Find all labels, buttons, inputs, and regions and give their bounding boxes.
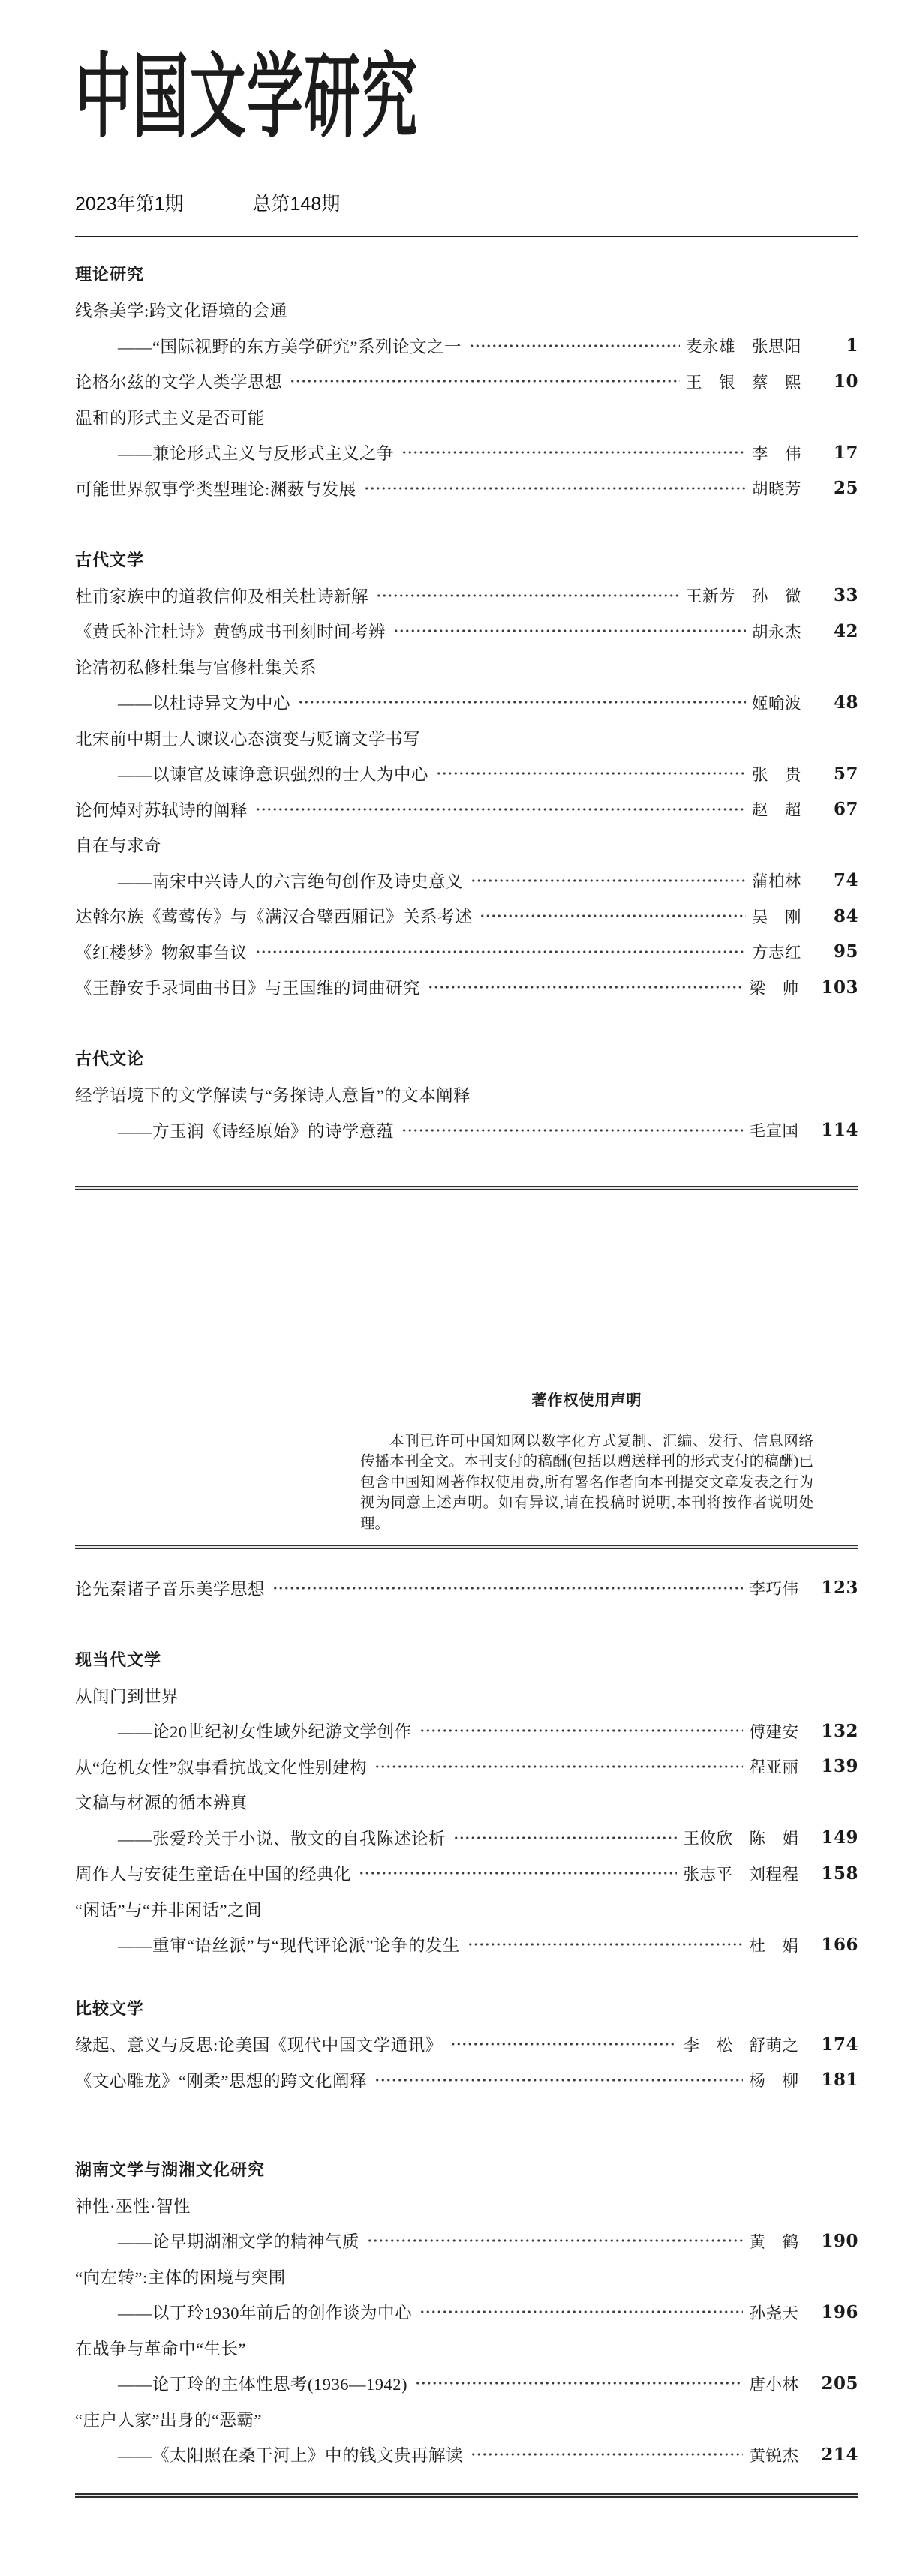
entry-page-number: 158: [821, 1863, 858, 1884]
entry-page-number: 139: [821, 1756, 858, 1777]
toc-entry-leader-line: [75, 435, 858, 471]
toc-entry-title-line: [75, 1785, 858, 1821]
dot-leader: [450, 2039, 678, 2049]
toc-entry-leader-line: [75, 2437, 858, 2473]
toc-entry: [75, 791, 858, 827]
dot-leader: [453, 1833, 677, 1843]
entry-subtitle: ——论丁玲的主体性思考(1936—1942): [118, 2375, 407, 2394]
entry-title: 文稿与材源的循本辨真: [75, 1794, 248, 1813]
entry-page-number: 67: [833, 799, 858, 820]
entry-page-number: 181: [821, 2070, 858, 2091]
entry-page-number: 74: [833, 870, 858, 891]
entry-title: 自在与求奇: [75, 836, 162, 856]
toc-entry-title-line: [75, 2259, 858, 2295]
dot-leader: [359, 1868, 677, 1878]
section-heading: 比较文学: [75, 1999, 145, 2018]
toc-entry: [75, 1891, 858, 1962]
toc-entry-leader-line: [75, 2223, 858, 2259]
entry-page-number: 174: [821, 2034, 858, 2055]
toc-entry: [75, 399, 858, 470]
entry-title: 《红楼梦》物叙事刍议: [75, 943, 248, 962]
entry-authors: 黄锐杰: [749, 2446, 799, 2465]
entry-authors: 孙尧天: [749, 2304, 799, 2322]
toc-entry: [75, 2330, 858, 2401]
dot-leader: [480, 911, 746, 921]
entry-title: 论格尔兹的文学人类学思想: [75, 373, 283, 392]
toc-entry-leader-line: [75, 1570, 858, 1606]
section-heading: 古代文论: [75, 1049, 145, 1068]
entry-subtitle: ——以丁玲1930年前后的创作谈为中心: [118, 2304, 413, 2323]
toc-entry: [75, 970, 858, 1006]
entry-title: 论清初私修杜集与官修杜集关系: [75, 658, 317, 677]
toc-entry: [75, 720, 858, 791]
section-heading: 理论研究: [75, 265, 145, 284]
toc-entry-leader-line: [75, 364, 858, 400]
entry-authors: 张志平 刘程程: [683, 1865, 799, 1884]
entry-authors: 傅建安: [749, 1722, 799, 1741]
entry-title: 神性·巫性·智性: [75, 2196, 191, 2216]
dot-leader: [401, 447, 746, 458]
toc-entry-leader-line: [75, 863, 858, 899]
dot-leader: [471, 2449, 743, 2460]
entry-page-number: 166: [821, 1934, 858, 1955]
toc-entry: [75, 2401, 858, 2472]
entry-page-number: 114: [821, 1120, 858, 1141]
dot-leader: [471, 875, 746, 886]
entry-subtitle: ——论早期湖湘文学的精神气质: [118, 2232, 360, 2252]
dot-leader: [469, 341, 680, 351]
toc-entry-leader-line: [75, 1713, 858, 1749]
toc-entry-leader-line: [75, 578, 858, 614]
toc-entry-leader-line: [75, 1820, 858, 1856]
entry-authors: 赵 超: [751, 801, 801, 820]
entry-authors: 张 贵: [751, 765, 801, 784]
entry-authors: 梁 帅: [749, 979, 799, 998]
entry-authors: 毛宣国: [749, 1122, 799, 1141]
entry-title: 可能世界叙事学类型理论:渊薮与发展: [75, 479, 356, 499]
toc-entry: [75, 293, 858, 364]
toc-entry: [75, 1749, 858, 1785]
toc-entry-leader-line: [75, 970, 858, 1006]
toc-entry-title-line: [75, 2401, 858, 2437]
entry-title: 杜甫家族中的道教信仰及相关杜诗新解: [75, 587, 369, 606]
dot-leader: [428, 982, 743, 992]
header-divider: [75, 236, 858, 237]
journal-masthead: [75, 41, 858, 218]
entry-authors: 姬喻波: [751, 694, 801, 713]
toc-entry-leader-line: [75, 934, 858, 970]
toc-entry-title-line: [75, 399, 858, 435]
toc-entry-title-line: [75, 1891, 858, 1927]
dot-leader: [374, 1761, 743, 1772]
entry-title: 线条美学:跨文化语境的会通: [75, 302, 287, 321]
entry-authors: 方志红: [751, 944, 801, 962]
entry-title: 从闺门到世界: [75, 1686, 179, 1706]
entry-page-number: 42: [833, 620, 858, 641]
double-rule-bottom: [75, 2493, 858, 2498]
toc-entry: [75, 649, 858, 720]
entry-page-number: 84: [833, 905, 858, 926]
dot-leader: [367, 2235, 743, 2246]
toc-entry-leader-line: [75, 328, 858, 364]
toc-entry-title-line: [75, 827, 858, 863]
entry-authors: 王 银 蔡 熙: [685, 373, 801, 392]
entry-subtitle: ——兼论形式主义与反形式主义之争: [118, 444, 395, 464]
toc-entry-title-line: [75, 1077, 858, 1113]
double-rule-middle: [75, 1545, 858, 1549]
toc-entry-title-line: [75, 649, 858, 685]
entry-page-number: 214: [821, 2444, 858, 2465]
copyright-notice: [360, 1389, 813, 1535]
dot-leader: [419, 2307, 743, 2317]
entry-page-number: 190: [821, 2230, 858, 2251]
entry-authors: 蒲柏林: [751, 872, 801, 891]
entry-authors: 胡永杰: [751, 623, 801, 641]
toc-entry-leader-line: [75, 899, 858, 935]
entry-authors: 麦永雄 张思阳: [685, 338, 801, 356]
entry-subtitle: ——南宋中兴诗人的六言绝句创作及诗史意义: [118, 872, 464, 891]
entry-title: 经学语境下的文学解读与“务探诗人意旨”的文本阐释: [75, 1086, 471, 1106]
entry-subtitle: ——以谏官及谏诤意识强烈的士人为中心: [118, 765, 429, 785]
entry-page-number: 95: [833, 941, 858, 962]
dot-leader: [290, 376, 680, 386]
dot-leader: [468, 1939, 744, 1950]
toc-entry: [75, 2187, 858, 2259]
toc-entry: [75, 1677, 858, 1749]
entry-authors: 李 松 舒萌之: [683, 2036, 799, 2055]
copyright-title: 著作权使用声明: [531, 1392, 642, 1409]
entry-subtitle: ——论20世纪初女性域外纪游文学创作: [118, 1722, 412, 1742]
toc-entry-leader-line: [75, 791, 858, 827]
toc-lower: [75, 1570, 858, 2472]
entry-page-number: 103: [821, 977, 858, 998]
volume-label: 总第148期: [252, 194, 341, 215]
double-rule-top: [75, 1186, 858, 1190]
entry-title: 达斡尔族《莺莺传》与《满汉合璧西厢记》关系考述: [75, 908, 473, 927]
entry-authors: 王攸欣 陈 娟: [683, 1830, 799, 1848]
section-heading: 现当代文学: [75, 1650, 162, 1669]
entry-title: 《黄氏补注杜诗》黄鹤成书刊刻时间考辨: [75, 623, 386, 642]
entry-title: “闲话”与“并非闲话”之间: [75, 1900, 262, 1920]
toc-entry-title-line: [75, 293, 858, 329]
entry-page-number: 57: [833, 763, 858, 784]
toc-entry-title-line: [75, 2330, 858, 2366]
entry-authors: 程亚丽: [749, 1758, 799, 1777]
toc-entry-leader-line: [75, 2295, 858, 2331]
toc-entry: [75, 934, 858, 970]
entry-subtitle: ——重审“语丝派”与“现代评论派”论争的发生: [118, 1936, 460, 1956]
toc-entry-leader-line: [75, 614, 858, 650]
entry-page-number: 123: [821, 1578, 858, 1599]
entry-authors: 李 伟: [751, 444, 801, 463]
dot-leader: [374, 2075, 743, 2085]
entry-title: 周作人与安徒生童话在中国的经典化: [75, 1865, 352, 1884]
toc-entry-leader-line: [75, 1856, 858, 1892]
toc-entry-leader-line: [75, 2062, 858, 2098]
entry-title: 论何焯对苏轼诗的阐释: [75, 800, 248, 820]
toc-entry: [75, 614, 858, 650]
toc-entry-leader-line: [75, 470, 858, 506]
toc-entry: [75, 2259, 858, 2330]
entry-title: 《文心雕龙》“刚柔”思想的跨文化阐释: [75, 2071, 367, 2091]
toc-entry: [75, 578, 858, 614]
entry-page-number: 33: [833, 585, 858, 606]
dot-leader: [272, 1583, 743, 1593]
toc-upper: [75, 257, 858, 1148]
journal-title: 中国文学研究: [75, 41, 419, 151]
entry-subtitle: ——“国际视野的东方美学研究”系列论文之一: [118, 337, 462, 356]
toc-entry-leader-line: [75, 685, 858, 721]
entry-page-number: 132: [821, 1720, 858, 1741]
dot-leader: [298, 697, 746, 707]
entry-title: 从“危机女性”叙事看抗战文化性别建构: [75, 1758, 367, 1777]
entry-page-number: 17: [833, 442, 858, 463]
entry-authors: 王新芳 孙 微: [685, 587, 801, 606]
toc-entry-leader-line: [75, 1112, 858, 1148]
issue-label: 2023年第1期: [75, 194, 184, 215]
toc-entry: [75, 470, 858, 506]
entry-title: 《王静安手录词曲书目》与王国维的词曲研究: [75, 979, 421, 998]
dot-leader: [255, 804, 746, 815]
toc-entry-title-line: [75, 2187, 858, 2223]
toc-entry: [75, 2027, 858, 2063]
entry-title: 论先秦诸子音乐美学思想: [75, 1579, 266, 1599]
section-heading: 古代文学: [75, 550, 145, 569]
entry-subtitle: ——张爱玲关于小说、散文的自我陈述论析: [118, 1829, 446, 1848]
entry-authors: 杨 柳: [749, 2072, 799, 2091]
entry-page-number: 196: [821, 2301, 858, 2322]
entry-authors: 唐小林: [749, 2375, 799, 2394]
entry-page-number: 149: [821, 1827, 858, 1848]
entry-page-number: 1: [846, 335, 858, 356]
toc-entry: [75, 1785, 858, 1856]
entry-title: 缘起、意义与反思:论美国《现代中国文学通讯》: [75, 2036, 443, 2055]
dot-leader: [393, 626, 746, 636]
entry-authors: 吴 刚: [751, 908, 801, 926]
entry-page-number: 25: [833, 478, 858, 499]
entry-page-number: 10: [833, 371, 858, 392]
toc-entry-title-line: [75, 720, 858, 756]
toc-entry-leader-line: [75, 2366, 858, 2402]
toc-entry: [75, 1856, 858, 1892]
toc-entry-leader-line: [75, 1927, 858, 1963]
entry-title: 在战争与革命中“生长”: [75, 2339, 246, 2358]
dot-leader: [376, 590, 680, 601]
toc-entry: [75, 1077, 858, 1148]
issue-line: [75, 191, 858, 218]
entry-subtitle: ——方玉润《诗经原始》的诗学意蕴: [118, 1121, 395, 1141]
dot-leader: [419, 1725, 744, 1736]
entry-authors: 胡晓芳: [751, 480, 801, 499]
dot-leader: [401, 1125, 743, 1136]
toc-entry-leader-line: [75, 756, 858, 792]
entry-title: “向左转”:主体的困境与突围: [75, 2268, 286, 2287]
dot-leader: [364, 483, 746, 494]
entry-authors: 杜 娟: [749, 1936, 799, 1955]
dot-leader: [255, 947, 746, 957]
entry-page-number: 205: [821, 2373, 858, 2394]
dot-leader: [415, 2378, 743, 2388]
toc-entry: [75, 827, 858, 899]
toc-entry: [75, 899, 858, 935]
copyright-body: 本刊已许可中国知网以数字化方式复制、汇编、发行、信息网络传播本刊全文。本刊支付的稿酬(包括以赠送样刊的形式支付的稿酬)已包含中国知网著作权使用费,所有署名作者向本刊提交文章发表之行为视为同意上述声明。如有异议,请在投稿时说明,本刊将按作者说明处理。: [360, 1433, 813, 1532]
entry-title: 北宋前中期士人谏议心态演变与贬谪文学书写: [75, 729, 421, 749]
entry-title: “庄户人家”出身的“恶霸”: [75, 2410, 262, 2430]
toc-entry-title-line: [75, 1677, 858, 1713]
entry-page-number: 48: [833, 692, 858, 713]
toc-entry: [75, 2062, 858, 2098]
entry-subtitle: ——以杜诗异文为中心: [118, 694, 291, 713]
toc-entry: [75, 364, 858, 400]
toc-entry: [75, 1570, 858, 1606]
entry-subtitle: ——《太阳照在桑干河上》中的钱文贵再解读: [118, 2446, 464, 2466]
dot-leader: [436, 768, 746, 779]
entry-title: 温和的形式主义是否可能: [75, 408, 266, 428]
entry-authors: 李巧伟: [749, 1580, 799, 1599]
section-heading: 湖南文学与湖湘文化研究: [75, 2160, 266, 2179]
entry-authors: 黄 鹤: [749, 2232, 799, 2251]
toc-entry-leader-line: [75, 2027, 858, 2063]
toc-entry-leader-line: [75, 1749, 858, 1785]
